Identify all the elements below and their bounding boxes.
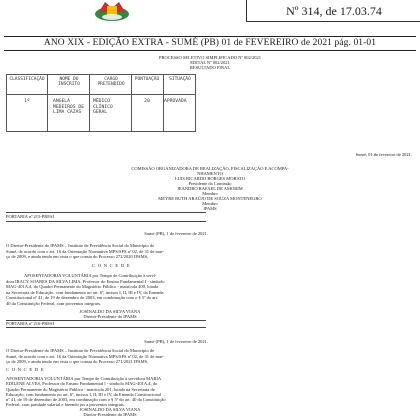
commission-member: LUIS RICARDO BORGES MORATO (174, 176, 246, 181)
portaria-intro (6, 243, 206, 260)
table-cell: 1º (24, 99, 30, 104)
commission-title: COMISSÃO ORGANIZADORA DE REALIZAÇÃO, FISCALIZAÇÃO E ACOMPA- (131, 166, 289, 171)
portaria-body (6, 376, 206, 408)
portaria-concede: C O N C E D E (6, 367, 45, 372)
portaria-concede: C O N C E D E (92, 263, 131, 268)
table-header-cell: PONTUAÇÃO (134, 77, 160, 82)
portaria-body-line: APOSENTADORIA VOLUNTÁRIA por Tempo de Contribuição à servi- (24, 273, 157, 278)
table-col-divider (89, 75, 90, 131)
portaria-title: PORTARIA nº 215-PRESI (6, 214, 55, 219)
result-table (6, 74, 196, 132)
portaria-intro (6, 348, 206, 365)
portaria-body-line: EDILENE ALVES, Professor do Ensino Fundamental I - símbolo MAG-401A.4, do (6, 381, 158, 387)
portaria-body-line: Constitucional nº 41, de 19 de dezembro de 2003, em combinação com o § 5º do art. (6, 295, 159, 301)
section-divider (6, 327, 206, 328)
table-cell: MÉDICO CLÍNICO GERAL (93, 99, 113, 115)
table-header-cell: CARGO PRETENDIDO (97, 77, 125, 87)
commission-date: Sumé, 01 de fevereiro de 2021. (355, 152, 412, 157)
portaria-intro-line: Sumé, de acordo com o art. 16 da Orientação Normativa MPS/SPS nº 02, de 31 de mar- (6, 353, 164, 359)
portaria-date: Sumé (PB), 1 de fevereiro de 2021. (144, 339, 208, 344)
commission-role: Membro (202, 201, 218, 206)
selection-result: RESULTADO FINAL (189, 65, 231, 70)
table-cell: APROVADA (164, 99, 187, 104)
table-header-cell: CLASSIFICAÇÃO (9, 77, 45, 82)
header-rule-top (4, 36, 416, 37)
table-header-cell: SITUAÇÃO (169, 77, 191, 82)
portaria-intro-line: O Diretor-Presidente do IPAMS – Instituto de Previdência Social do Município de (6, 348, 155, 353)
selection-title: PROCESSO SELETIVO SIMPLIFICADO Nº 002/2021 (159, 55, 261, 60)
table-header-divider (7, 94, 195, 95)
table-header-cell: NOME DO INSCRITO (58, 77, 80, 87)
header-rule-bottom (4, 50, 416, 51)
portaria-body-line: nº 41, de 19 de dezembro de 2003, em combinação com o § 5º do art. 40 da Constituição (6, 397, 166, 403)
portaria-body-line: Quadro Permanente do Magistério Público - matrícula 201, lotada na Secretaria de (6, 386, 155, 392)
municipal-crest-icon (93, 0, 131, 22)
commission-role: Membro (202, 191, 218, 196)
portaria-signer: JOSINALDO DA SILVA VIANA (79, 309, 141, 314)
law-number-box (246, 0, 420, 22)
portaria-body-line: 40 da Constituição Federal, com proventos integrais. (6, 300, 101, 306)
portaria-body-line: Educação, com fundamento no art. 6º, incisos I, II, III e IV, da Emenda Constitucional (6, 391, 162, 397)
portaria-body-line: na Secretaria de Educação, com fundamento no art. 6º, incisos I, II, III e IV, da Emenda (6, 289, 164, 295)
portaria-body (6, 273, 206, 307)
table-cell: 20 (144, 99, 150, 104)
portaria-body-line: Federal, com paridade salarial e fazendo jus a proventos integrais. (6, 402, 125, 408)
portaria-signer-role: Diretor-Presidente do IPAMS (83, 314, 137, 319)
edition-line: ANO XIX - EDIÇÃO EXTRA - SUMÉ (PB) 01 de FEVEREIRO de 2021 pág. 01-01 (43, 38, 377, 48)
portaria-body-line: APOSENTADORIA VOLUNTÁRIA por Tempo de Contribuição à servidora MARIA (6, 376, 162, 381)
commission-org: IPAMS (203, 206, 217, 211)
portaria-intro-line: ço de 2009, e ainda tendo em vista o que consta do Processo 272/2020 IPAMS, (6, 254, 149, 260)
law-number: Nº 314, de 17.03.74 (286, 4, 382, 18)
portaria-body-line: MAG-401A.4, do Quadro Permanente do Magistério Público - matrícula 400, lotada (6, 284, 159, 290)
portaria-title: PORTARIA nº 216-PRESI (6, 321, 55, 326)
table-cell: ANGELA MEDEIROS DE LIMA CAZAS (53, 99, 85, 115)
portaria-intro-line: ço de 2009, e ainda tendo em vista o que consta do Processo 271/2021 IPAMS, (6, 359, 149, 365)
portaria-body-line: dora IRACY SOARES DA SILVA LIMA, Professor do Ensino Fundamental I - símbolo (6, 278, 165, 284)
portaria-signer: JOSINALDO DA SILVA VIANA (79, 407, 141, 412)
commission-title-cont: NHAMENTO (197, 171, 223, 176)
portaria-intro-line: O Diretor-Presidente do IPAMS – Instituto de Previdência Social do Município de (6, 243, 155, 248)
portaria-date: Sumé (PB), 1 de fevereiro de 2021. (144, 231, 208, 236)
portaria-signer-role: Diretor-Presidente do IPAMS (83, 412, 137, 417)
commission-member: JEANDRO RAFAEL DE AMORIM (177, 186, 243, 191)
section-divider (6, 212, 206, 213)
table-col-divider (47, 75, 48, 131)
commission-member: MEYRE RUTH ARAÚJO DE SOUZA MONTENEGRO (158, 196, 262, 201)
section-divider (6, 221, 206, 222)
selection-edital: EDITAL Nº 002/2021 (190, 60, 230, 65)
portaria-intro-line: Sumé, de acordo com o art. 16 da Orientação Normativa MPS/SPS nº 02, de 31 de mar- (6, 248, 164, 254)
commission-role: Presidente da Comissão (188, 181, 232, 186)
